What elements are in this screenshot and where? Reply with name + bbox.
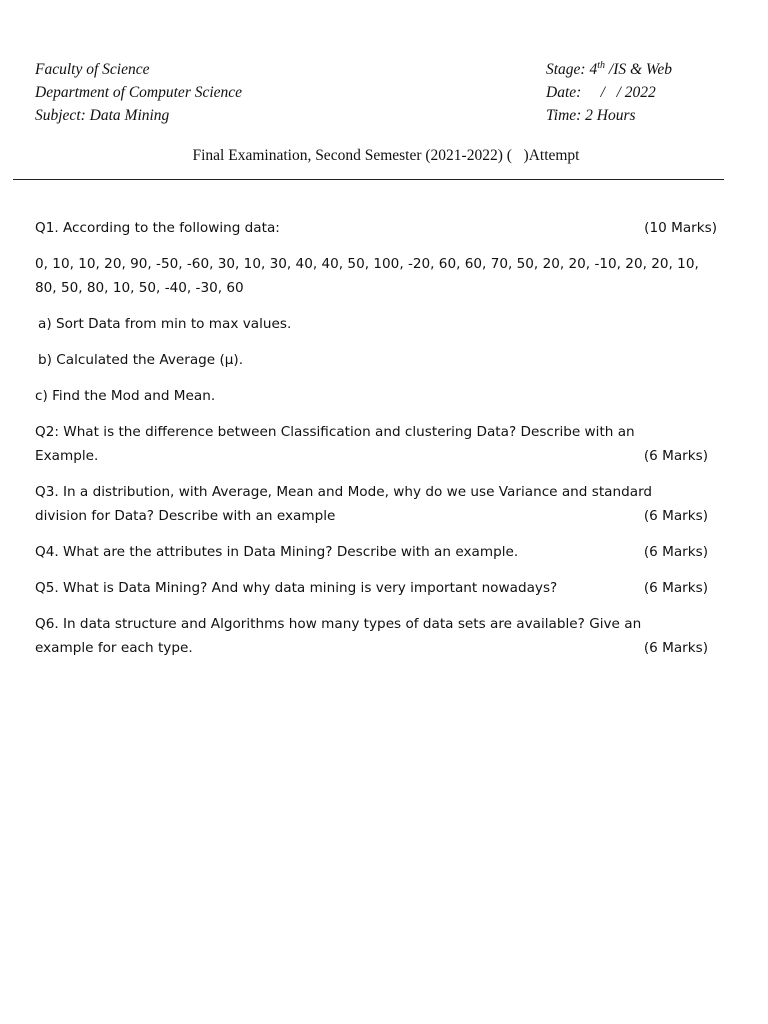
question-1-part-c: c) Find the Mod and Mean.: [35, 388, 216, 404]
exam-body: [35, 216, 725, 660]
department-name: Department of Computer Science: [35, 84, 243, 101]
stage-prefix: Stage: 4: [546, 61, 598, 78]
question-1-header: [35, 216, 725, 240]
question-4-marks: (6 Marks): [643, 544, 708, 560]
stage-suffix: /IS & Web: [605, 61, 673, 78]
question-1-part-b: b) Calculated the Average (µ).: [38, 352, 244, 368]
question-3: [35, 480, 725, 528]
data-line-1: 0, 10, 10, 20, 90, -50, -60, 30, 10, 30, 40, 40, 50, 100, -20, 60, 60, 70, 50, 20, 20, -10, 20, 20, 10,: [35, 256, 699, 272]
question-6-marks: (6 Marks): [643, 640, 708, 656]
question-6-line-1: Q6. In data structure and Algorithms how many types of data sets are available? Give an: [35, 616, 642, 632]
question-6-last-row: [35, 636, 725, 660]
data-line-2: 80, 50, 80, 10, 50, -40, -30, 60: [35, 280, 244, 296]
header-divider: [13, 179, 724, 180]
question-3-last-row: [35, 504, 725, 528]
question-5-text: Q5. What is Data Mining? And why data mining is very important nowadays?: [35, 580, 558, 596]
question-2-line-1: Q2: What is the difference between Classification and clustering Data? Describe with an: [35, 424, 635, 440]
question-2-marks: (6 Marks): [643, 448, 708, 464]
question-3-line-1: Q3. In a distribution, with Average, Mean and Mode, why do we use Variance and standard: [35, 484, 653, 500]
question-4-text: Q4. What are the attributes in Data Mining? Describe with an example.: [35, 544, 519, 560]
stage-info: [546, 58, 672, 81]
question-2-line-2: Example.: [35, 448, 99, 464]
question-1-part-a: a) Sort Data from min to max values.: [38, 316, 292, 332]
question-1-text: Q1. According to the following data:: [35, 220, 280, 236]
stage-superscript: th: [597, 60, 606, 71]
header-left: [35, 58, 242, 127]
exam-title-text: Final Examination, Second Semester (2021-2022) ( )Attempt: [192, 147, 580, 164]
question-4: [35, 540, 725, 564]
question-3-marks: (6 Marks): [643, 508, 708, 524]
question-2-last-row: [35, 444, 725, 468]
question-1-data: [35, 252, 725, 300]
question-1: [35, 216, 725, 408]
exam-title: [0, 147, 768, 165]
question-6-line-2: example for each type.: [35, 640, 193, 656]
subject-name: Subject: Data Mining: [35, 107, 170, 124]
header-right: [546, 58, 672, 127]
question-6: [35, 612, 725, 660]
exam-time: Time: 2 Hours: [546, 107, 636, 124]
faculty-name: Faculty of Science: [35, 61, 150, 78]
question-1-marks: (10 Marks): [644, 220, 717, 236]
question-5: [35, 576, 725, 600]
exam-date: Date: / / 2022: [546, 84, 656, 101]
question-5-marks: (6 Marks): [643, 580, 708, 596]
question-3-line-2: division for Data? Describe with an example: [35, 508, 336, 524]
question-2: [35, 420, 725, 468]
